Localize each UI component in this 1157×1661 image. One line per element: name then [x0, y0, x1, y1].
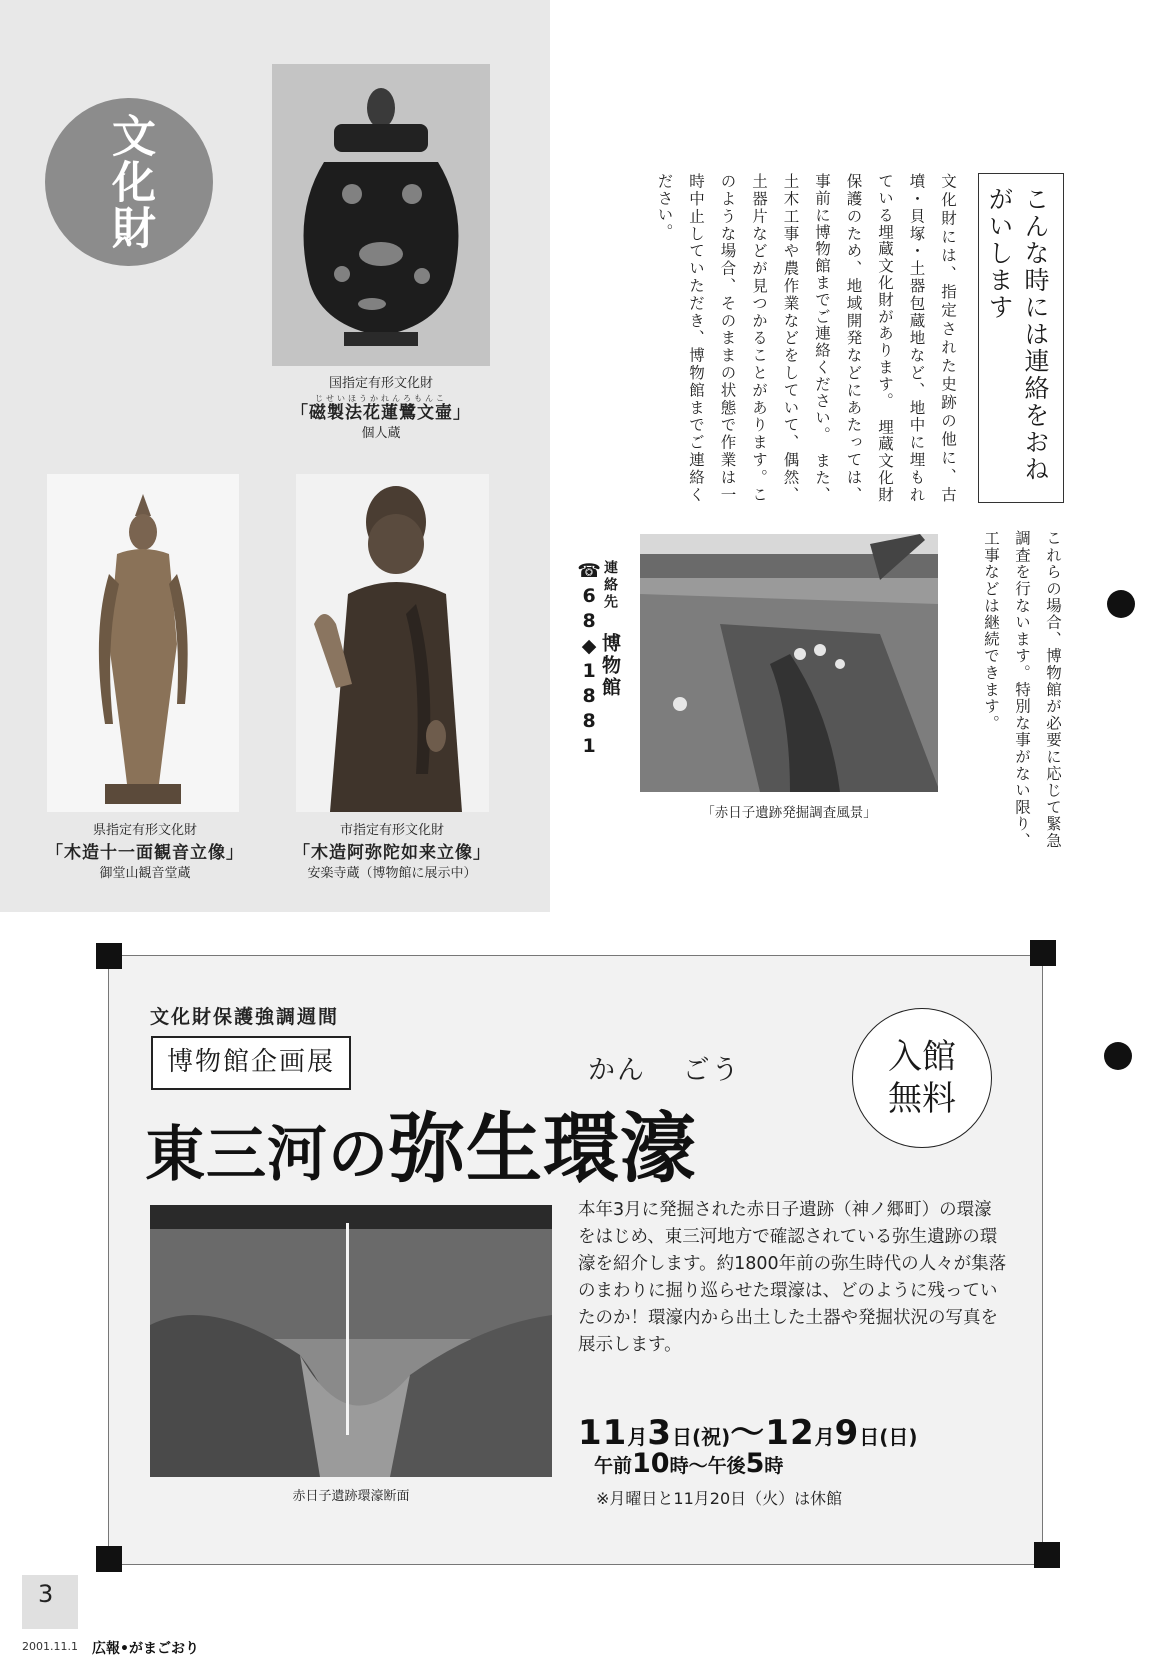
free-admission-badge: [852, 1008, 992, 1148]
article-note: これらの場合、博物館が必要に応じて緊急調査を行ないます。特別な事がない限り、工事などは継続できます。: [982, 530, 1062, 850]
contact-phone: ☎68◆1881: [578, 560, 601, 760]
hours-unit-2: 時: [764, 1455, 784, 1477]
hours-open: 10: [632, 1448, 670, 1479]
kannon-caption: [40, 822, 250, 884]
vase-caption: [255, 375, 507, 444]
start-month: 11: [578, 1413, 628, 1453]
moat-photo-caption: 赤日子遺跡環濠断面: [292, 1489, 410, 1504]
kannon-owner: 御堂山観音堂蔵: [99, 866, 191, 882]
exhibit-week: 文化財保護強調週間: [150, 1006, 340, 1028]
end-month: 12: [765, 1413, 815, 1453]
amida-owner: 安楽寺蔵（博物館に展示中）: [307, 866, 477, 882]
end-day: 9: [834, 1413, 860, 1453]
issue-date: 2001.11.1: [22, 1640, 78, 1653]
title-furigana: かん ごう: [588, 1055, 741, 1086]
closed-days-note: ※月曜日と11月20日（火）は休館: [596, 1489, 843, 1508]
end-weekday: (日): [879, 1425, 918, 1449]
excavation-site-photo: [640, 534, 938, 792]
magazine-name: 広報•がまごおり: [92, 1641, 199, 1657]
date-separator: ～: [730, 1413, 766, 1453]
exhibit-title-a: 東三河の: [145, 1120, 389, 1190]
start-weekday: (祝): [692, 1425, 731, 1449]
section-badge: 文化財: [45, 98, 213, 266]
vase-ruby: じせいほうかれんろもんこ: [315, 393, 447, 403]
amida-designation: 市指定有形文化財: [339, 823, 444, 838]
margin-dot-bottom: [1104, 1042, 1132, 1070]
vase-name: 「磁製法花蓮鷺文壷」: [291, 402, 471, 423]
excavation-site-caption: 「赤日子遺跡発掘調査風景」: [701, 805, 877, 821]
kannon-statue-photo: [47, 474, 239, 812]
amida-name: 「木造阿弥陀如来立像」: [293, 842, 491, 863]
frame-corner-bl: [96, 1546, 122, 1572]
amida-statue-photo: [296, 474, 489, 812]
vase-owner: 個人蔵: [361, 426, 401, 442]
moat-section-photo: [150, 1205, 552, 1477]
margin-dot-top: [1107, 590, 1135, 618]
article-heading: こんな時には連絡をおねがいします: [978, 173, 1064, 503]
frame-corner-tr: [1030, 940, 1056, 966]
start-month-unit: 月: [627, 1425, 648, 1449]
vase-photo: [272, 64, 490, 366]
exhibit-title: [145, 1088, 697, 1197]
article-body: 文化財には、指定された史跡の他に、古墳・貝塚・土器包蔵地など、地中に埋もれている埋蔵文化財があります。 埋蔵文化財保護のため、地域開発などにあたっては、事前に博物館までご連絡ください。 また、土木工事や農作業などをしていて、偶然、土器片などが見つかることがあります。このような場合、そのままの状態で作業は一時中止していただき、博物館までご連絡ください。: [655, 173, 957, 503]
contact-place: 博物館: [599, 633, 621, 699]
page-number: 3: [38, 1580, 54, 1608]
amida-caption: [272, 822, 512, 884]
contact-label: 連絡先: [602, 560, 618, 611]
free-line2: 無料: [888, 1079, 956, 1119]
kannon-designation: 県指定有形文化財: [92, 823, 197, 838]
frame-corner-tl: [96, 943, 122, 969]
kannon-name: 「木造十一面観音立像」: [46, 842, 244, 863]
hours-unit-1: 時: [669, 1455, 689, 1477]
exhibit-description: 本年3月に発掘された赤日子遺跡（神ノ郷町）の環濠をはじめ、東三河地方で確認されている弥生遺跡の環濠を紹介します。約1800年前の弥生時代の人々が集落のまわりに掘り巡らせた環濠は、どのように残っていたのか！環濠内から出土した土器や発掘状況の写真を展示します。: [578, 1200, 1007, 1355]
free-line1: 入館: [888, 1036, 956, 1077]
exhibit-hours: [594, 1448, 783, 1479]
start-day: 3: [647, 1413, 672, 1453]
exhibit-dates: [578, 1405, 918, 1454]
exhibit-title-b: 弥生環濠: [389, 1104, 697, 1193]
contact-block: [578, 560, 621, 860]
hours-am: 午前: [594, 1455, 633, 1477]
start-day-unit: 日: [672, 1425, 692, 1449]
hours-pm: ～午後: [688, 1455, 746, 1477]
frame-corner-br: [1034, 1542, 1060, 1568]
vase-designation: 国指定有形文化財: [328, 376, 433, 391]
end-month-unit: 月: [814, 1425, 835, 1449]
end-day-unit: 日: [859, 1425, 880, 1449]
exhibit-subtitle: 博物館企画展: [151, 1036, 351, 1090]
hours-close: 5: [745, 1448, 765, 1479]
